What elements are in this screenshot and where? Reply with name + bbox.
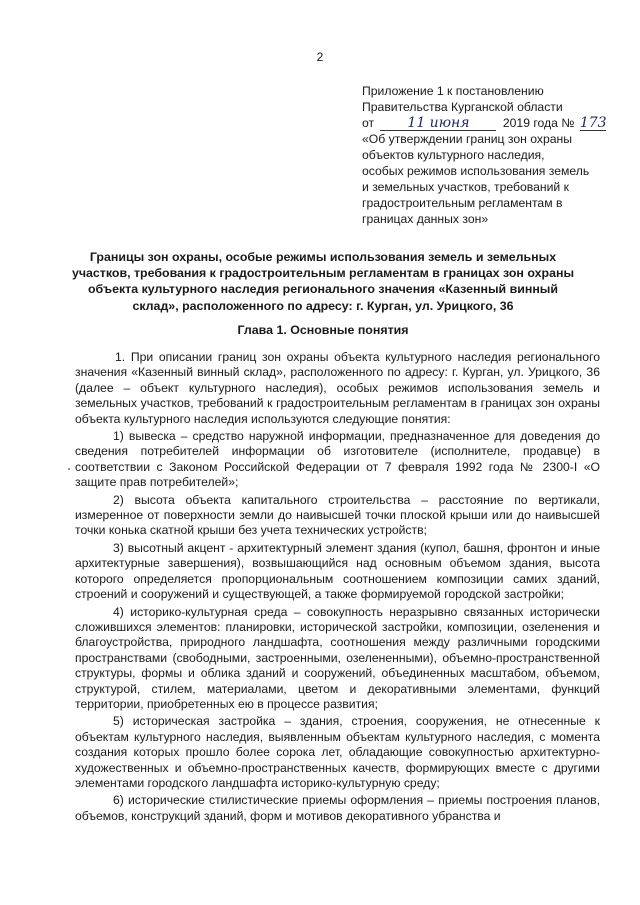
paragraph-definition-3: 3) высотный акцент - архитектурный элемент здания (купол, башня, фронтон и иные архитектурные завершения), возвышающийся над основным объемом здания, высота которого определяется пропорциональным соотношением композиции самих зданий, строений и сооружений и существующей, а также формируемой городской застройки;	[75, 540, 600, 602]
paragraph-definition-6: 6) исторические стилистические приемы оформления – приемы построения планов, объемов, конструкций зданий, форм и мотивов декоративного убранства и	[75, 793, 600, 823]
appendix-line-9: границах данных зон»	[362, 212, 489, 226]
document-body	[75, 350, 600, 826]
paragraph-definition-1: 1) вывеска – средство наружной информации, предназначенное для доведения до сведения потребителей информации об изготовителе (исполнителе, продавце) в соответствии с Законом Российской Федерации от 7 февраля 1992 года № 2300-I «О защите прав потребителей»;	[75, 429, 600, 490]
appendix-year-text: 2019 года №	[502, 116, 575, 130]
appendix-date-line	[362, 115, 607, 131]
appendix-header	[362, 83, 607, 227]
page-number: 2	[316, 50, 324, 64]
handwritten-number: 173	[579, 115, 607, 131]
appendix-line-1: Приложение 1 к постановлению	[362, 84, 544, 98]
appendix-line-2: Правительства Курганской области	[362, 100, 563, 114]
scan-speck	[68, 468, 70, 470]
appendix-line-6: особых режимов использования земель	[362, 164, 590, 178]
paragraph-definition-2: 2) высота объекта капитального строительства – расстояние по вертикали, измеренное от поверхности земли до наивысшей точки плоской крыши или до наивысшей точки конька скатной крыши без учета технических устройств;	[75, 492, 600, 538]
appendix-from-label: от	[362, 116, 375, 130]
handwritten-date: 11 июня	[380, 117, 496, 131]
chapter-heading: Глава 1. Основные понятия	[237, 323, 409, 337]
paragraph-definition-5: 5) историческая застройка – здания, строения, сооружения, не отнесенные к объектам культурного наследия, выявленным объектам культурного наследия, с момента создания которых прошло более сорока лет, обладающие совокупностью архитектурно-художественных и объемно-пространственных качеств, формирующих вместе с другими элементами городского ландшафта историко-культурную среду;	[75, 714, 600, 790]
document-title: Границы зон охраны, особые режимы использования земель и земельных участков, требования к градостроительным регламентам в границах зон охраны объекта культурного наследия регионального значения «Казенный винный склад», расположенного по адресу: г. Курган, ул. Урицкого, 36	[71, 250, 575, 313]
appendix-line-4: «Об утверждении границ зон охраны	[362, 132, 573, 146]
appendix-line-7: и земельных участков, требований к	[362, 180, 569, 194]
paragraph-definition-4: 4) историко-культурная среда – совокупность неразрывно связанных исторически сложившихся элементов: планировки, исторической застройки, композиции, озеленения и благоустройства, природного ландшафта, соотношения между различными городскими пространствами (свободными, застроенными, озелененными), объемно-пространственной структуры, формы и облика зданий и сооружений, объединенных масштабом, объемом, структурой, стилем, материалами, цветом и декоративными элементами, функций территории, приобретенных ею в процессе развития;	[75, 604, 600, 711]
appendix-line-8: градостроительным регламентам в	[362, 196, 563, 210]
paragraph-1: 1. При описании границ зон охраны объекта культурного наследия регионального значения «Казенный винный склад», расположенного по адресу: г. Курган, ул. Урицкого, 36 (далее – объект культурного наследия), особых режимов использования земель и земельных участков, требований к градостроительным регламентам в границах зон охраны объекта культурного наследия используются следующие понятия:	[75, 350, 600, 426]
appendix-line-5: объектов культурного наследия,	[362, 148, 545, 162]
